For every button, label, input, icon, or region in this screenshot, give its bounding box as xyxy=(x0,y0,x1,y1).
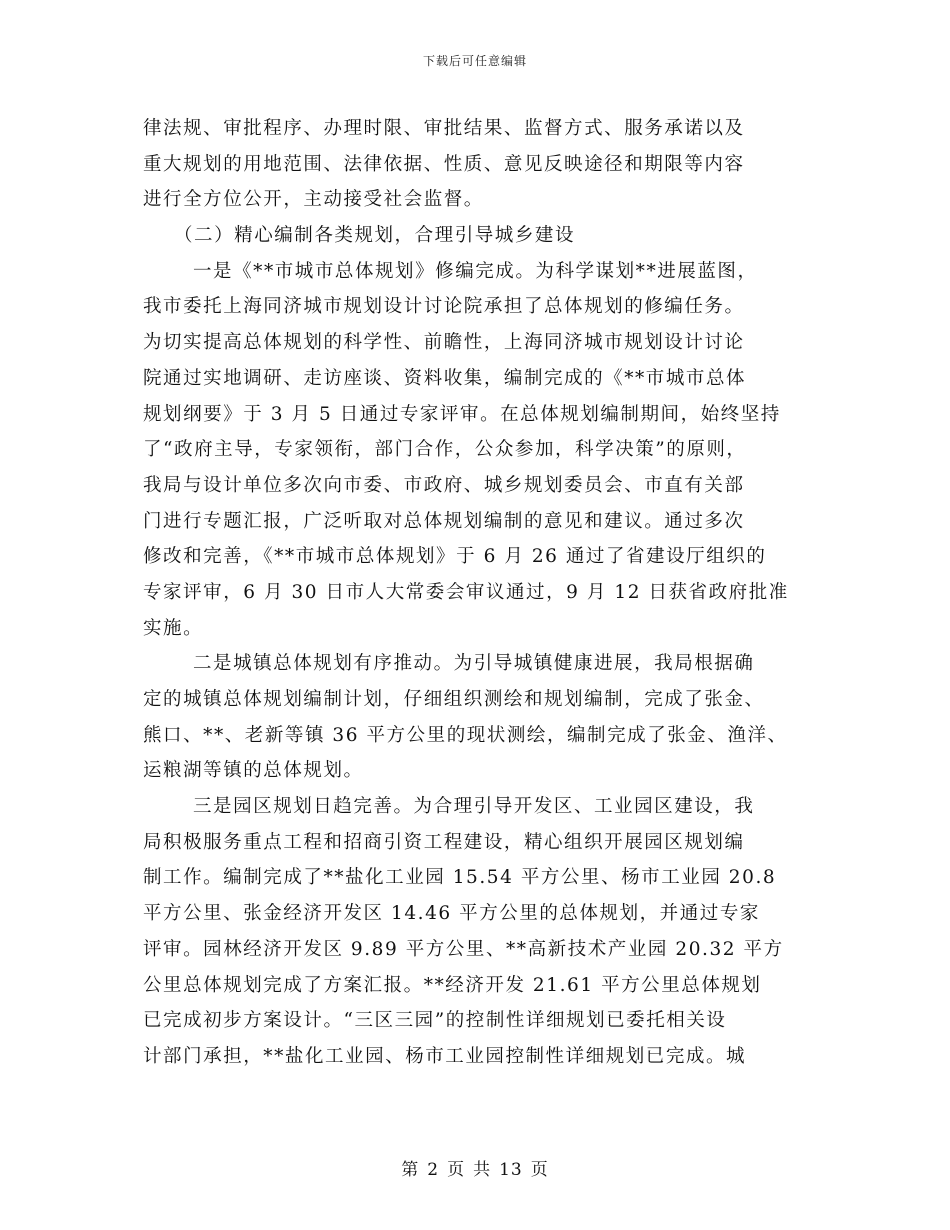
body-line: 实施。 xyxy=(143,617,204,639)
footer-page-word: 页 xyxy=(447,1160,466,1180)
document-body xyxy=(143,111,815,1075)
body-line: 门进行专题汇报，广泛听取对总体规划编制的意见和建议。通过多次 xyxy=(143,510,745,532)
body-line: 专家评审，6 月 30 日市人大常委会审议通过，9 月 12 日获省政府批准 xyxy=(143,581,789,603)
footer-suffix: 页 xyxy=(530,1160,549,1180)
body-line: 了“政府主导，专家领衔，部门合作，公众参加，科学决策”的原则， xyxy=(143,439,747,461)
body-line: 院通过实地调研、走访座谈、资料收集，编制完成的《**市城市总体 xyxy=(143,367,747,389)
body-line: 进行全方位公开，主动接受社会监督。 xyxy=(143,189,484,211)
body-line: 定的城镇总体规划编制计划，仔细组织测绘和规划编制，完成了张金、 xyxy=(143,689,765,710)
section-heading: （二）精心编制各类规划，合理引导城乡建设 xyxy=(174,225,576,247)
body-line: 平方公里、张金经济开发区 14.46 平方公里的总体规划，并通过专家 xyxy=(143,903,760,925)
body-line: 局积极服务重点工程和招商引资工程建设，精心组织开展园区规划编 xyxy=(143,831,745,853)
footer-prefix: 第 xyxy=(401,1160,420,1180)
body-line: 修改和完善，《**市城市总体规划》于 6 月 26 通过了省建设厅组织的 xyxy=(143,546,767,568)
body-line: 一是《**市城市总体规划》修编完成。为科学谋划**进展蓝图， xyxy=(193,260,758,282)
current-page-number: 2 xyxy=(427,1160,440,1180)
body-line: 已完成初步方案设计。“三区三园”的控制性详细规划已委托相关设 xyxy=(143,1010,727,1032)
body-line: 制工作。编制完成了**盐化工业园 15.54 平方公里、杨市工业园 20.8 xyxy=(143,867,777,889)
body-line: 我局与设计单位多次向市委、市政府、城乡规划委员会、市直有关部 xyxy=(143,474,745,496)
body-line: 律法规、审批程序、办理时限、审批结果、监督方式、服务承诺以及 xyxy=(143,118,745,139)
body-line: 计部门承担，**盐化工业园、杨市工业园控制性详细规划已完成。城 xyxy=(143,1045,747,1067)
body-line: 二是城镇总体规划有序推动。为引导城镇健康进展，我局根据确 xyxy=(193,653,755,675)
body-line: 重大规划的用地范围、法律依据、性质、意见反映途径和期限等内容 xyxy=(143,153,745,175)
body-line: 为切实提高总体规划的科学性、前瞻性，上海同济城市规划设计讨论 xyxy=(143,332,745,354)
body-line: 评审。园林经济开发区 9.89 平方公里、**高新技术产业园 20.32 平方 xyxy=(143,938,784,960)
page-header-note: 下载后可任意编辑 xyxy=(422,54,527,68)
body-line: 熊口、**、老新等镇 36 平方公里的现状测绘，编制完成了张金、渔洋、 xyxy=(143,724,788,746)
body-line: 规划纲要》于 3 月 5 日通过专家评审。在总体规划编制期间，始终坚持 xyxy=(143,403,781,425)
footer-total-word: 共 xyxy=(473,1160,492,1180)
body-line: 运粮湖等镇的总体规划。 xyxy=(143,760,364,782)
page-footer xyxy=(0,1155,950,1180)
body-line: 公里总体规划完成了方案汇报。**经济开发 21.61 平方公里总体规划 xyxy=(143,974,762,996)
total-pages-number: 13 xyxy=(499,1160,523,1180)
body-line: 三是园区规划日趋完善。为合理引导开发区、工业园区建设，我 xyxy=(193,796,755,818)
body-line: 我市委托上海同济城市规划设计讨论院承担了总体规划的修编任务。 xyxy=(143,296,745,318)
